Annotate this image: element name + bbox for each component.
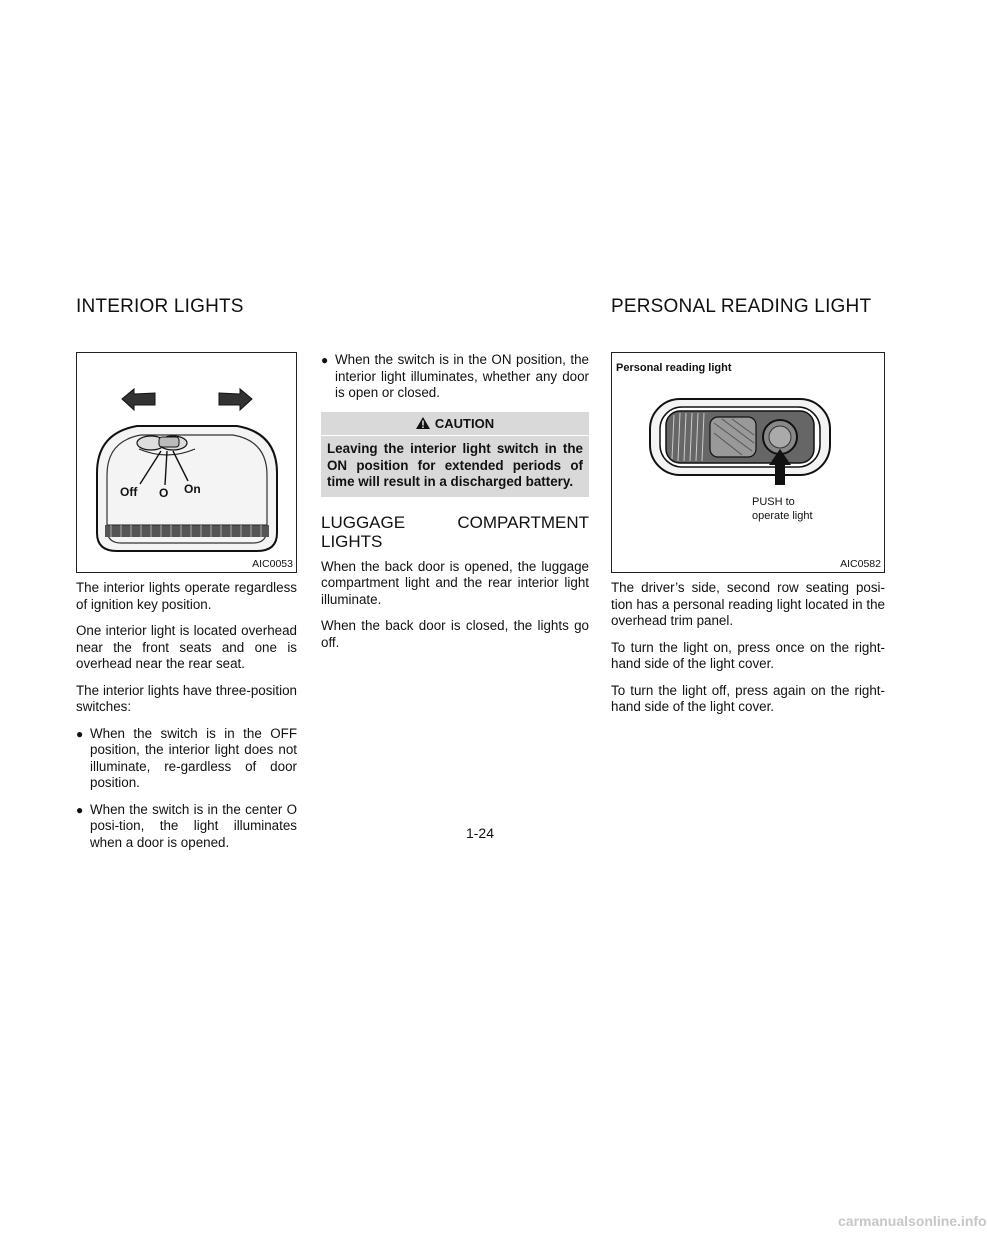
section-title-interior-lights: INTERIOR LIGHTS	[76, 296, 244, 317]
push-label-line2: operate light	[752, 510, 813, 522]
column-reading-light	[611, 580, 885, 726]
paragraph: When the back door is opened, the luggage compartment light and the rear interior light illuminate.	[321, 558, 589, 607]
switch-label-center: O	[159, 486, 169, 500]
push-label-line1: PUSH to	[752, 496, 795, 508]
column-interior-lights	[76, 580, 297, 861]
caution-title: CAUTION	[434, 415, 495, 431]
caution-header	[321, 412, 589, 437]
figure-title: Personal reading light	[616, 362, 732, 374]
column-luggage-lights	[321, 352, 589, 661]
reading-light-illustration	[612, 353, 884, 572]
paragraph: One interior light is located overhead near the front seats and one is overhead near the rear seat.	[76, 623, 297, 671]
bullet-icon: ●	[76, 726, 84, 741]
interior-light-figure	[76, 352, 297, 573]
warning-icon	[416, 417, 430, 429]
switch-label-off: Off	[120, 485, 138, 499]
luggage-heading: LUGGAGE COMPARTMENT LIGHTS	[321, 512, 589, 551]
list-item: ● When the switch is in the center O posi-tion, the light illuminates when a door is opened.	[76, 801, 297, 850]
paragraph: To turn the light on, press once on the right-hand side of the light cover.	[611, 639, 885, 671]
page-number: 1-24	[465, 825, 495, 841]
paragraph: The driver’s side, second row seating posi-tion has a personal reading light located in the overhead trim panel.	[611, 580, 885, 628]
caution-text: Leaving the interior light switch in the ON position for extended periods of time will result in a discharged battery.	[327, 441, 583, 489]
caution-box	[321, 412, 589, 497]
interior-light-illustration	[77, 353, 296, 572]
paragraph: When the back door is closed, the lights go off.	[321, 618, 589, 650]
reading-light-figure	[611, 352, 885, 573]
figure-code: AIC0053	[252, 558, 293, 570]
figure-code: AIC0582	[840, 558, 881, 570]
switch-label-on: On	[184, 482, 201, 496]
paragraph: The interior lights operate regardless of ignition key position.	[76, 580, 297, 612]
footer-watermark[interactable]: carmanualsonline.info	[838, 1213, 987, 1229]
paragraph: To turn the light off, press again on the right-hand side of the light cover.	[611, 682, 885, 714]
list-item: ● When the switch is in the OFF position, the interior light does not illuminate, re-gardless of door position.	[76, 725, 297, 790]
paragraph: The interior lights have three-position switches:	[76, 682, 297, 714]
bullet-icon: ●	[321, 353, 329, 367]
bullet-icon: ●	[76, 802, 84, 817]
list-item: ● When the switch is in the ON position, the interior light illuminates, whether any door is open or closed.	[321, 352, 589, 400]
section-title-personal-reading-light: PERSONAL READING LIGHT	[611, 296, 872, 317]
